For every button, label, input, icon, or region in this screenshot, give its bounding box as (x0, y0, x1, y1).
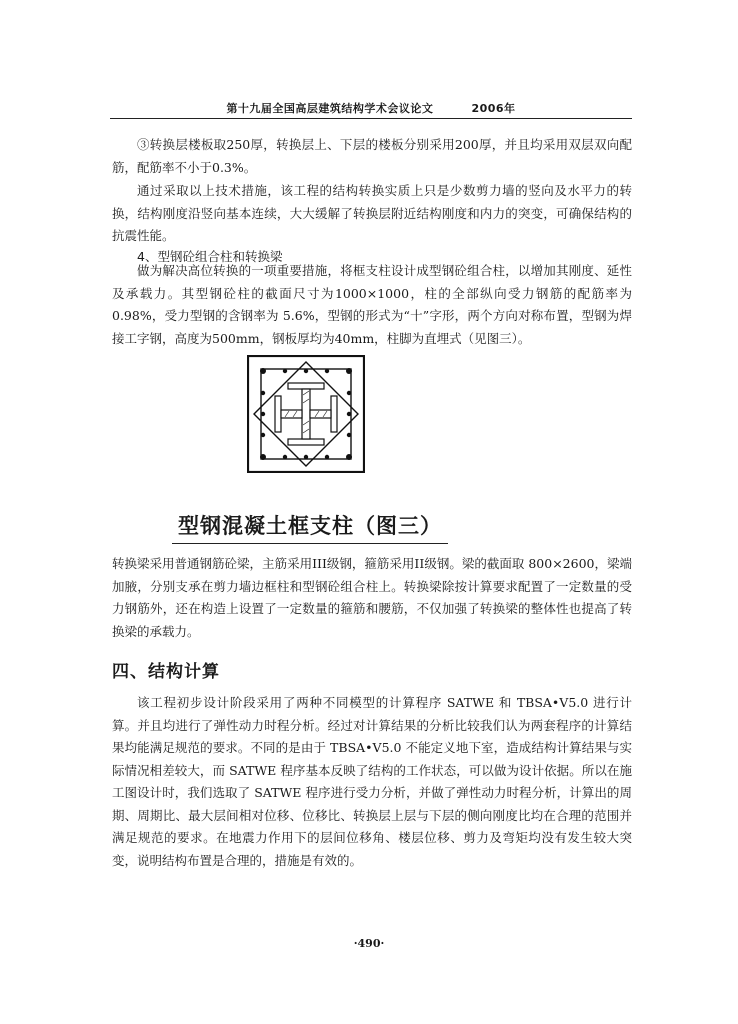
figure-caption-text: 型钢混凝土框支柱（图三） (172, 510, 448, 544)
paragraph-transfer-summary (112, 180, 632, 248)
paragraph-text: ③转换层楼板取250厚，转换层上、下层的楼板分别采用200厚，并且均采用双层双向配筋，配筋率不小于0.3%。 (112, 137, 632, 175)
header-title: 第十九届全国高层建筑结构学术会议论文 (226, 102, 434, 115)
paragraph-text: 做为解决高位转换的一项重要措施，将框支柱设计成型钢砼组合柱，以增加其刚度、延性及承载力。其型钢砼柱的截面尺寸为1000×1000，柱的全部纵向受力钢筋的配筋率为0.98%，受力型钢的含钢率为 5.6%，型钢的形式为“十”字形，两个方向对称布置，型钢为焊接工字钢，高度为500mm，钢板厚均为40mm，柱脚为直埋式（见图三）。 (112, 263, 632, 346)
steel-cross-section (275, 383, 337, 445)
column-section-figure (247, 355, 365, 473)
figure-caption (110, 510, 510, 544)
header-year: 2006年 (471, 102, 516, 115)
paragraph-composite-column (112, 260, 632, 350)
paragraph-transfer-beam (112, 553, 632, 643)
paragraph-text: 该工程初步设计阶段采用了两种不同模型的计算程序 SATWE 和 TBSA•V5.0 进行计算。并且均进行了弹性动力时程分析。经过对计算结果的分析比较我们认为两套程序的计算结果均能满足规范的要求。不同的是由于 TBSA•V5.0 不能定义地下室，造成结构计算结果与实际情况相差较大，而 SATWE 程序基本反映了结构的工作状态，可以做为设计依据。所以在施工图设计时，我们选取了 SATWE 程序进行受力分析，并做了弹性动力时程分析，计算出的周期、周期比、最大层间相对位移、位移比、转换层上层与下层的侧向刚度比均在合理的范围并满足规范的要求。在地震力作用下的层间位移角、楼层位移、剪力及弯矩均没有发生较大突变，说明结构布置是合理的，措施是有效的。 (112, 695, 632, 868)
paragraph-text: 通过采取以上技术措施，该工程的结构转换实质上只是少数剪力墙的竖向及水平力的转换，结构刚度沿竖向基本连续，大大缓解了转换层附近结构刚度和内力的突变，可确保结构的抗震性能。 (112, 183, 632, 243)
section-heading: 四、结构计算 (112, 662, 220, 682)
running-header (110, 100, 632, 116)
subheading-composite-column: 4、型钢砼组合柱和转换梁 (137, 249, 283, 264)
header-rule (110, 118, 632, 119)
paragraph-slab (112, 134, 632, 179)
paragraph-text: 转换梁采用普通钢筋砼梁，主筋采用III级钢，箍筋采用II级钢。梁的截面取 800×2600，梁端加腋，分别支承在剪力墙边框柱和型钢砼组合柱上。转换梁除按计算要求配置了一定数量的受力钢筋外，还在构造上设置了一定数量的箍筋和腰筋，不仅加强了转换梁的整体性也提高了转换梁的承载力。 (112, 556, 632, 639)
page-number: ·490· (353, 937, 385, 950)
paragraph-structural-calculation (112, 692, 632, 872)
